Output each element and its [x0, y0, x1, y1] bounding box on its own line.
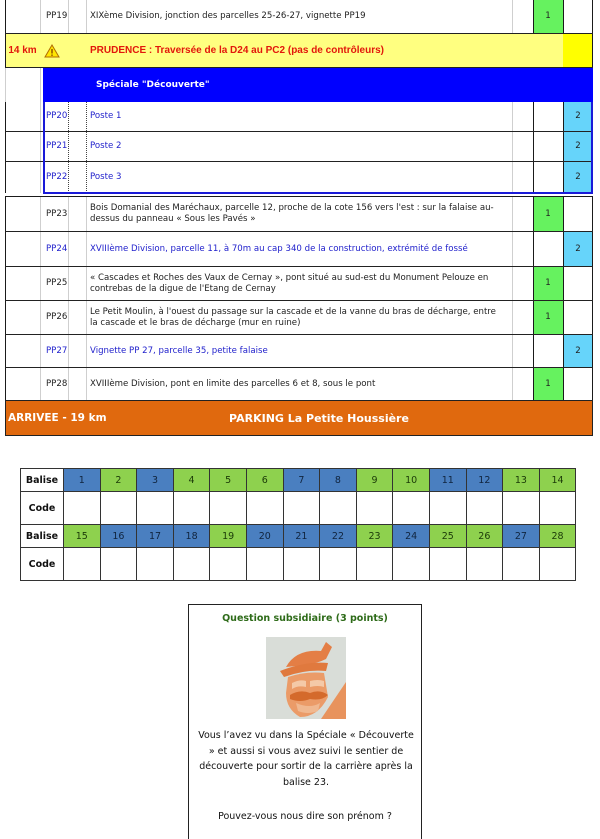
points-2: 2 — [563, 102, 593, 131]
code-cell[interactable] — [320, 492, 357, 525]
checkpoint-desc: XVIIIème Division, pont en limite des parcelles 6 et 8, sous le pont — [90, 378, 376, 389]
table-row — [5, 301, 593, 335]
caution-km: 14 km — [8, 45, 37, 56]
code-cell[interactable] — [503, 548, 540, 581]
points-2: 2 — [563, 232, 593, 266]
code-cell[interactable] — [429, 548, 466, 581]
checkpoint-id: PP24 — [46, 243, 68, 254]
checkpoint-desc: XVIIIème Division, parcelle 11, à 70m au cap 340 de la construction, extrémité de fossé — [90, 243, 468, 254]
code-cell[interactable] — [539, 548, 576, 581]
code-cell[interactable] — [137, 548, 174, 581]
balise-label: Balise — [21, 525, 64, 548]
balise-row-1 — [21, 469, 576, 492]
code-label: Code — [21, 492, 64, 525]
points-2 — [563, 0, 593, 33]
code-cell[interactable] — [429, 492, 466, 525]
arrival-place: PARKING La Petite Houssière — [229, 411, 409, 425]
checkpoint-id: PP21 — [46, 141, 68, 151]
balise-number: 15 — [64, 525, 101, 548]
table-row — [5, 267, 593, 301]
balise-number: 28 — [539, 525, 576, 548]
special-header-row — [5, 68, 593, 102]
code-cell[interactable] — [356, 492, 393, 525]
checkpoint-id: PP20 — [46, 111, 68, 121]
table-row — [5, 162, 593, 193]
checkpoint-desc: Poste 3 — [90, 172, 122, 182]
code-cell[interactable] — [283, 548, 320, 581]
balise-number: 10 — [393, 469, 430, 492]
code-cell[interactable] — [503, 492, 540, 525]
balise-number: 2 — [100, 469, 137, 492]
points-1: 1 — [533, 301, 563, 334]
balise-number: 14 — [539, 469, 576, 492]
points-1: 1 — [533, 197, 563, 231]
balise-number: 26 — [466, 525, 503, 548]
code-cell[interactable] — [283, 492, 320, 525]
code-cell[interactable] — [539, 492, 576, 525]
special-title: Spéciale "Découverte" — [96, 80, 210, 90]
balise-number: 13 — [503, 469, 540, 492]
code-cell[interactable] — [466, 492, 503, 525]
code-cell[interactable] — [320, 548, 357, 581]
warning-triangle-icon — [40, 34, 68, 67]
caution-text: PRUDENCE : Traversée de la D24 au PC2 (pas de contrôleurs) — [90, 45, 384, 56]
code-cell[interactable] — [246, 548, 283, 581]
balise-number: 5 — [210, 469, 247, 492]
checkpoint-desc: Vignette PP 27, parcelle 35, petite falaise — [90, 345, 268, 356]
code-label: Code — [21, 548, 64, 581]
balise-number: 16 — [100, 525, 137, 548]
checkpoint-id: PP25 — [46, 278, 68, 288]
balise-number: 22 — [320, 525, 357, 548]
checkpoint-desc: Poste 2 — [90, 141, 122, 151]
balise-number: 8 — [320, 469, 357, 492]
code-cell[interactable] — [393, 492, 430, 525]
points-2: 2 — [563, 162, 593, 193]
code-cell[interactable] — [173, 492, 210, 525]
code-cell[interactable] — [64, 492, 101, 525]
code-cell[interactable] — [210, 548, 247, 581]
balise-number: 7 — [283, 469, 320, 492]
table-row — [5, 232, 593, 267]
balise-number: 3 — [137, 469, 174, 492]
balise-number: 1 — [64, 469, 101, 492]
balise-number: 20 — [246, 525, 283, 548]
table-row — [5, 197, 593, 232]
balise-label: Balise — [21, 469, 64, 492]
table-row — [5, 102, 593, 132]
checkpoint-desc: « Cascades et Roches des Vaux de Cernay », pont situé au sud-est du Monument Pelouze en contrebas de la digue de l'Etang de Cernay — [90, 272, 489, 294]
arrival-label: ARRIVEE - 19 km — [8, 412, 107, 424]
checkpoint-desc: Le Petit Moulin, à l'ouest du passage sur la cascade et de la vanne du bras de décharge, entre la cascade et le bras de décharge (mur en ruine) — [90, 306, 496, 328]
code-cell[interactable] — [100, 548, 137, 581]
code-cell[interactable] — [466, 548, 503, 581]
balise-number: 27 — [503, 525, 540, 548]
checkpoint-id: PP28 — [46, 378, 68, 389]
balise-number: 24 — [393, 525, 430, 548]
code-cell[interactable] — [393, 548, 430, 581]
balise-row-2 — [21, 525, 576, 548]
checkpoint-id: PP19 — [46, 11, 68, 21]
points-1: 1 — [533, 267, 563, 300]
points-2: 2 — [563, 132, 593, 161]
balise-number: 23 — [356, 525, 393, 548]
checkpoint-desc: XIXème Division, jonction des parcelles 25-26-27, vignette PP19 — [90, 11, 366, 21]
table-row — [5, 335, 593, 368]
checkpoint-desc: Poste 1 — [90, 111, 122, 121]
portrait-photo — [266, 637, 346, 719]
code-row-2 — [21, 548, 576, 581]
checkpoint-id: PP23 — [46, 208, 68, 219]
code-cell[interactable] — [64, 548, 101, 581]
question-text: Vous l’avez vu dans la Spéciale « Découverte » et aussi si vous avez suivi le sentier de découverte pour sortir de la carrière après la balise 23. — [198, 730, 414, 788]
code-cell[interactable] — [356, 548, 393, 581]
table-row — [5, 0, 593, 33]
balise-number: 19 — [210, 525, 247, 548]
question-title: Question subsidiaire (3 points) — [222, 613, 388, 624]
table-row — [5, 132, 593, 162]
checkpoint-id: PP27 — [46, 345, 68, 356]
balise-number: 18 — [173, 525, 210, 548]
balise-number: 12 — [466, 469, 503, 492]
balise-number: 9 — [356, 469, 393, 492]
checkpoint-desc: Bois Domanial des Maréchaux, parcelle 12, proche de la cote 156 vers l'est : sur la falaise au-dessus du panneau « Sous les Pavés » — [90, 203, 494, 224]
checkpoint-id: PP26 — [46, 312, 68, 322]
code-cell[interactable] — [173, 548, 210, 581]
code-cell[interactable] — [100, 492, 137, 525]
checkpoint-id: PP22 — [46, 172, 68, 182]
balise-number: 25 — [429, 525, 466, 548]
bonus-question-box — [188, 604, 422, 839]
table-row — [5, 368, 593, 400]
balise-number: 11 — [429, 469, 466, 492]
km-cell — [5, 0, 40, 33]
balise-number: 21 — [283, 525, 320, 548]
balise-number: 4 — [173, 469, 210, 492]
code-cell[interactable] — [210, 492, 247, 525]
caution-row — [5, 33, 593, 68]
question-ask: Pouvez-vous nous dire son prénom ? — [218, 811, 392, 822]
code-cell[interactable] — [246, 492, 283, 525]
code-cell[interactable] — [137, 492, 174, 525]
points-2: 2 — [563, 335, 593, 367]
code-row-1 — [21, 492, 576, 525]
arrival-row — [5, 400, 593, 436]
balise-number: 6 — [246, 469, 283, 492]
points-1: 1 — [533, 368, 563, 400]
balise-number: 17 — [137, 525, 174, 548]
balise-code-grid — [20, 468, 576, 581]
points-1: 1 — [533, 0, 563, 33]
